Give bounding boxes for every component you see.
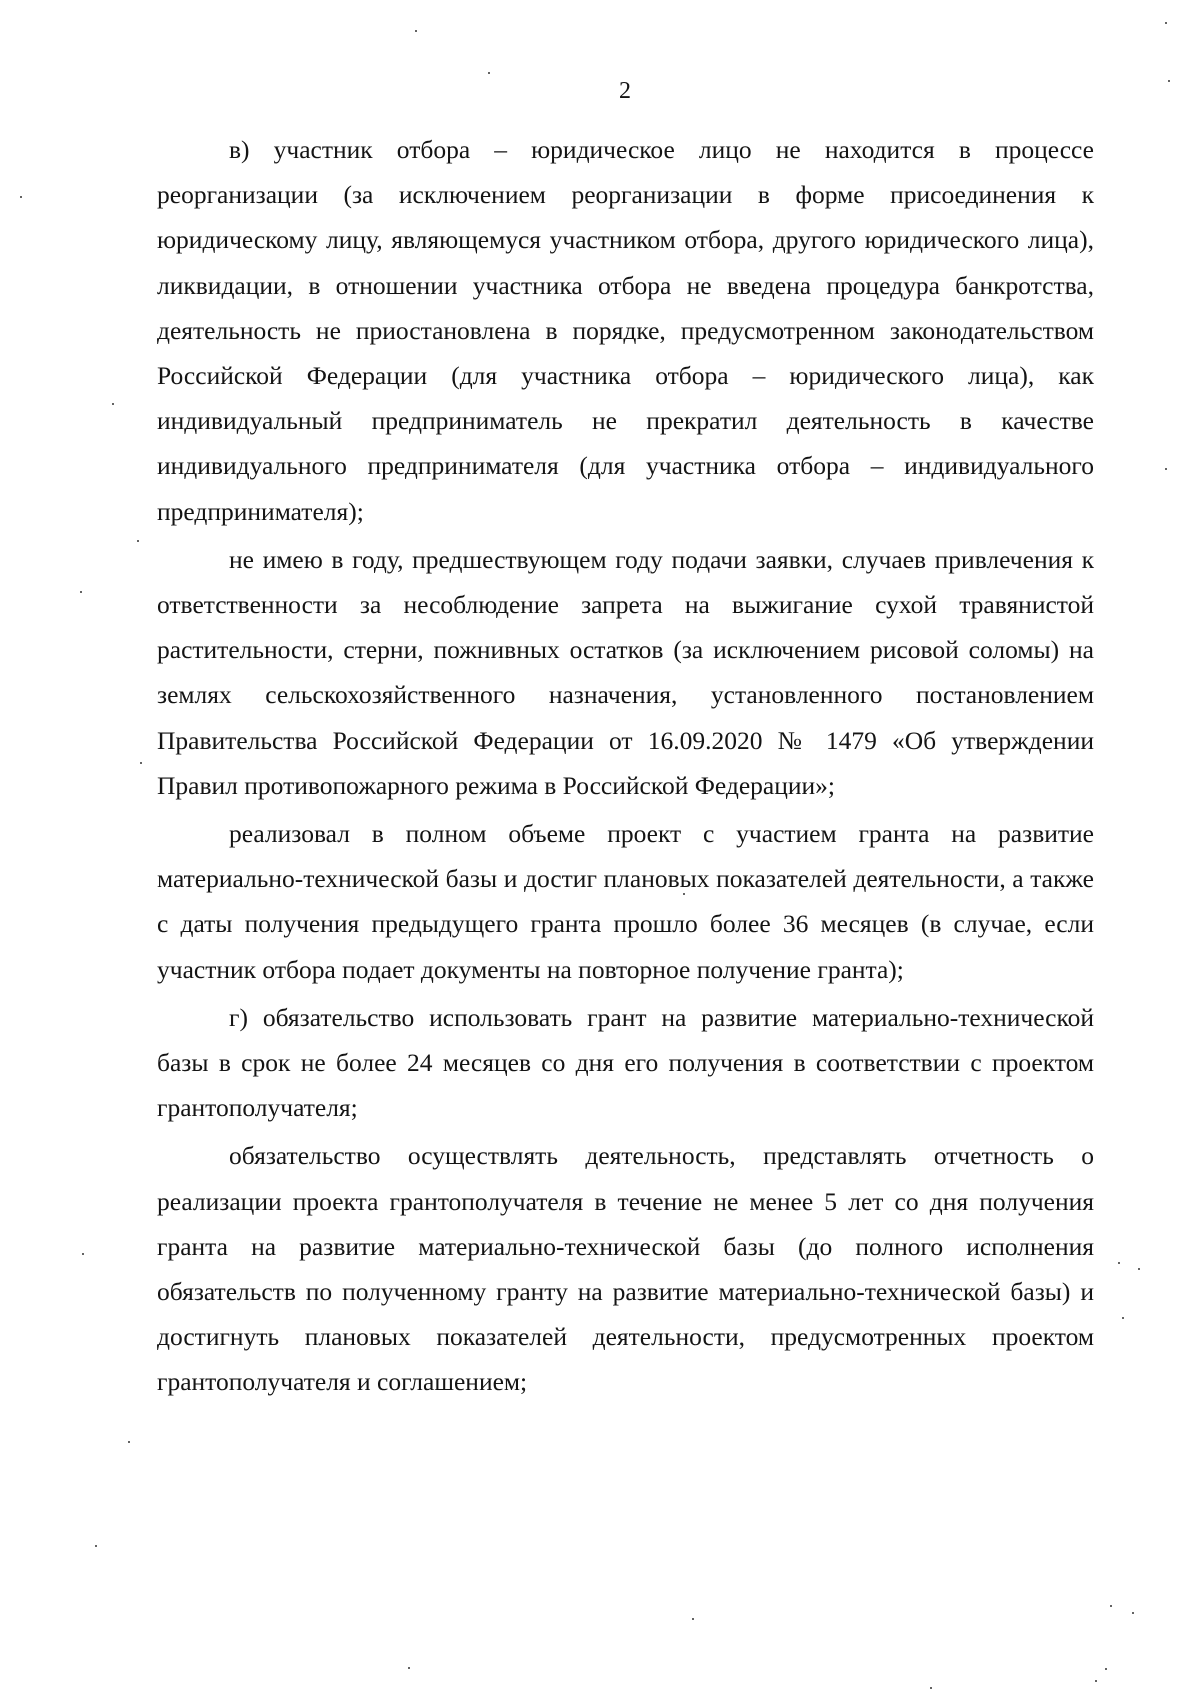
paragraph-no-liability: не имею в году, предшествующем году подачи заявки, случаев привлечения к ответственности за несоблюдение запрета на выжигание сухой травянистой растительности, стерни, пожнивных остатков (за исключением рисовой соломы) на землях сельскохозяйственного назначения, установленного постановлением Правительства Российской Федерации от 16.09.2020 № 1479 «Об утверждении Правил противопожарного режима в Российской Федерации»; [157,544,1094,800]
page-number: 2 [619,78,631,104]
paragraph-participant-status: в) участник отбора – юридическое лицо не находится в процессе реорганизации (за исключением реорганизации в форме присоединения к юридическому лицу, являющемуся участником отбора, другого юридического лица), ликвидации, в отношении участника отбора не введена процедура банкротства, деятельность не приостановлена в порядке, предусмотренном законодательством Российской Федерации (для участника отбора – юридического лица), как индивидуальный предприниматель не прекратил деятельность в качестве индивидуального предпринимателя (для участника отбора – индивидуального предпринимателя); [157,135,1094,526]
paragraph-reporting-obligation: обязательство осуществлять деятельность, представлять отчетность о реализации проекта грантополучателя в течение не менее 5 лет со дня получения гранта на развитие материально-технической базы (до полного исполнения обязательств по полученному гранту на развитие материально-технической базы) и достигнуть плановых показателей деятельности, предусмотренных проектом грантополучателя и соглашением; [157,1141,1094,1397]
paragraph-project-implemented: реализовал в полном объеме проект с участием гранта на развитие материально-технической базы и достиг плановых показателей деятельности, а также с даты получения предыдущего гранта прошло более 36 месяцев (в случае, если участник отбора подает документы на повторное получение гранта); [157,819,1094,984]
paragraph-grant-usage-obligation: г) обязательство использовать грант на развитие материально-технической базы в срок не более 24 месяцев со дня его получения в соответствии с проектом грантополучателя; [157,1002,1094,1123]
document-body [157,127,1094,1408]
